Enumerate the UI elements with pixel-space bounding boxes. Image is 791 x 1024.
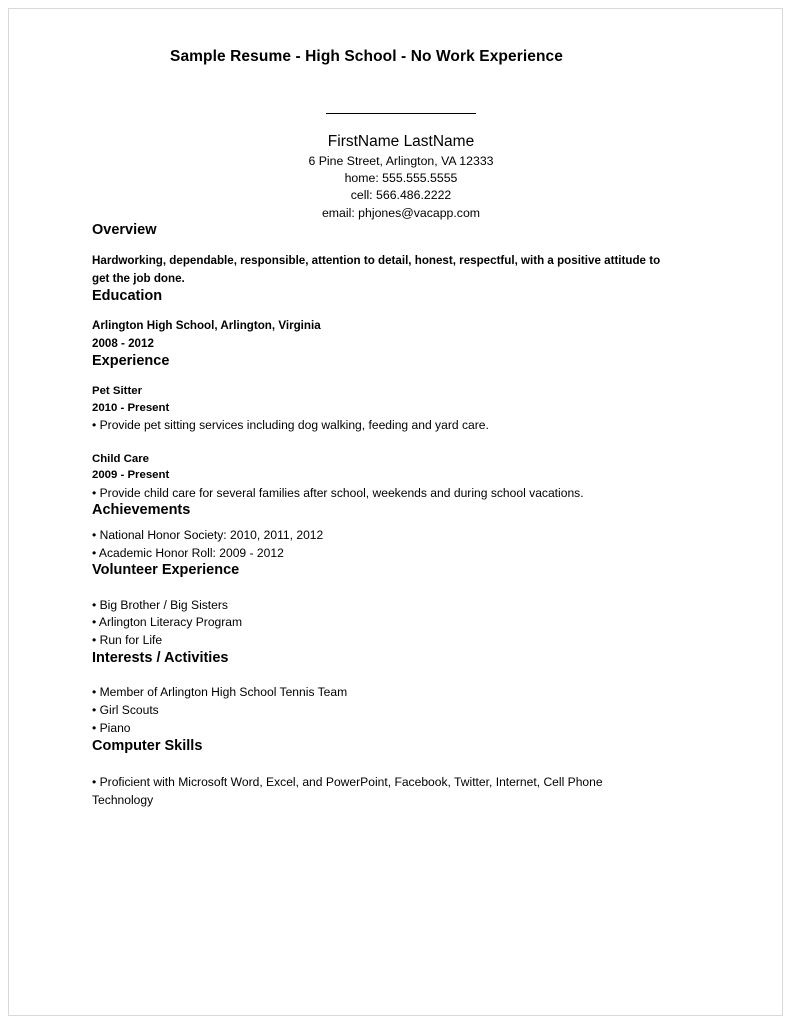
interests-list — [92, 684, 692, 737]
computer-skills-text: • Proficient with Microsoft Word, Excel, and PowerPoint, Facebook, Twitter, Internet, Cell Phone Technology — [92, 775, 603, 808]
applicant-email: email: phjones@vacapp.com — [321, 205, 481, 220]
experience-job-dates: 2009 - Present — [92, 469, 170, 482]
education-school: Arlington High School, Arlington, Virginia — [92, 319, 321, 333]
volunteer-list — [92, 597, 692, 650]
section-heading-achievements: Achievements — [92, 501, 191, 518]
section-heading-experience: Experience — [92, 352, 170, 369]
applicant-name: FirstName LastName — [327, 132, 475, 150]
experience-job-title: Child Care — [92, 452, 149, 465]
section-heading-overview: Overview — [92, 222, 157, 239]
page-title: Sample Resume - High School - No Work Experience — [170, 48, 563, 65]
resume-content — [92, 48, 692, 809]
list-item: • Girl Scouts — [92, 703, 159, 718]
experience-job-title: Pet Sitter — [92, 385, 143, 398]
overview-text: Hardworking, dependable, responsible, attention to detail, honest, respectful, with a positive attitude to get the job done. — [92, 253, 661, 285]
education-entry — [92, 317, 692, 353]
experience-job-bullet: • Provide pet sitting services including dog walking, feeding and yard care. — [92, 418, 489, 433]
section-heading-volunteer: Volunteer Experience — [92, 562, 240, 579]
list-item: • Piano — [92, 720, 131, 735]
experience-job-bullet: • Provide child care for several families after school, weekends and during school vacations. — [92, 485, 584, 500]
list-item: • National Honor Society: 2010, 2011, 2012 — [92, 528, 324, 543]
experience-job-dates: 2010 - Present — [92, 401, 170, 414]
list-item: • Big Brother / Big Sisters — [92, 597, 228, 612]
applicant-cell-phone: cell: 566.486.2222 — [350, 188, 452, 203]
list-item: • Run for Life — [92, 633, 163, 648]
section-heading-interests: Interests / Activities — [92, 649, 229, 666]
experience-entry — [92, 383, 692, 434]
applicant-address: 6 Pine Street, Arlington, VA 12333 — [308, 153, 494, 168]
contact-block — [110, 132, 692, 223]
experience-entry — [92, 451, 692, 502]
list-item: • Arlington Literacy Program — [92, 615, 243, 630]
list-item: • Member of Arlington High School Tennis Team — [92, 685, 348, 700]
applicant-home-phone: home: 555.555.5555 — [344, 170, 458, 185]
divider-rule-wrapper — [92, 101, 692, 119]
section-heading-education: Education — [92, 287, 163, 304]
section-heading-computer-skills: Computer Skills — [92, 737, 203, 754]
achievements-list — [92, 527, 692, 562]
divider-rule — [326, 112, 476, 114]
list-item: • Academic Honor Roll: 2009 - 2012 — [92, 545, 284, 560]
education-dates: 2008 - 2012 — [92, 337, 154, 351]
